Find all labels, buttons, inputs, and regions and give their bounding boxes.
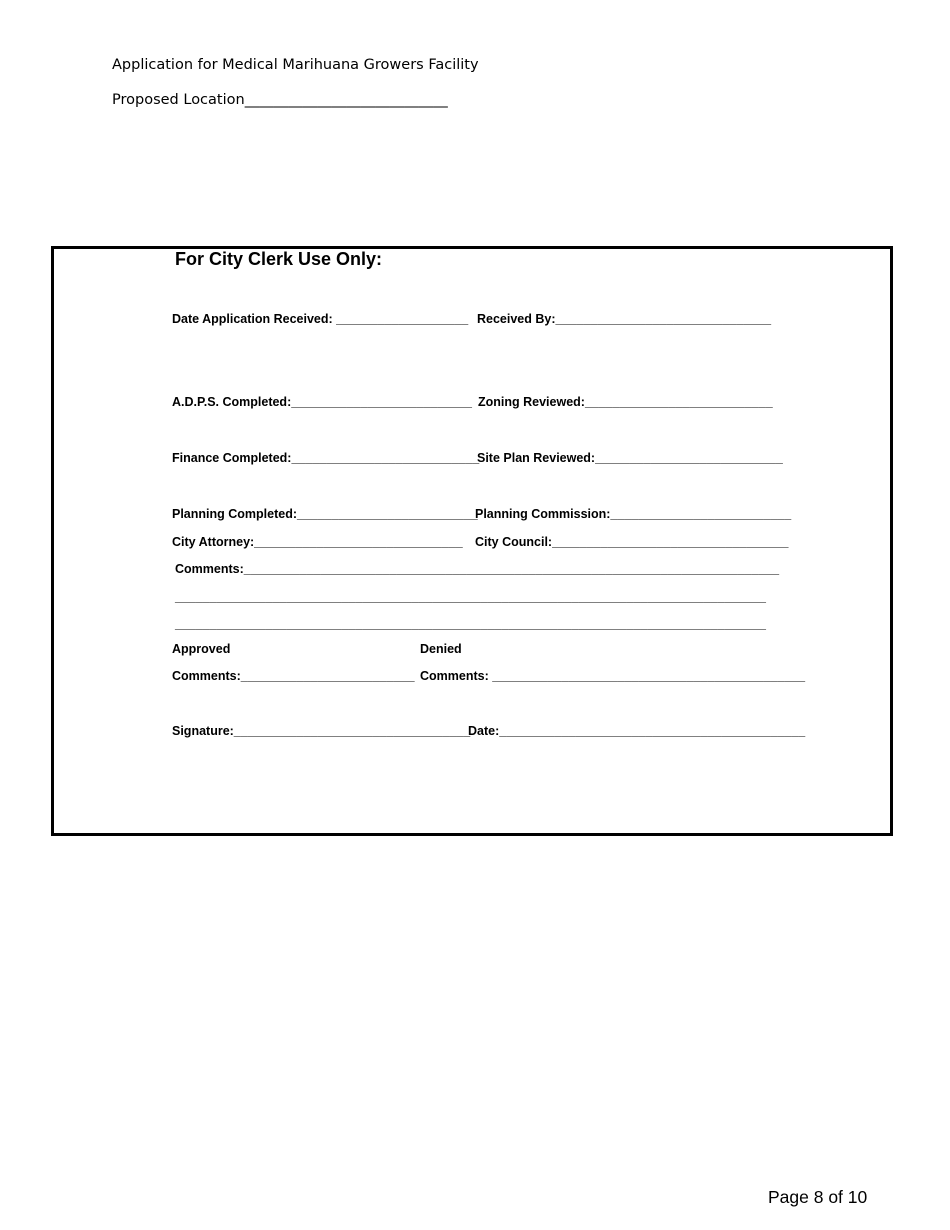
city-clerk-box-title: For City Clerk Use Only: [175,249,383,269]
zoning-reviewed-field: Zoning Reviewed:___________________________ [478,395,773,409]
comments-line: _____________________________________________________________________________________ [175,590,766,604]
comments-line: _____________________________________________________________________________________ [175,617,766,631]
date-application-received-field: Date Application Received: ___________________ [172,312,469,326]
finance-completed-field: Finance Completed:___________________________ [172,451,480,465]
denied-comments-field: Comments: _____________________________________________ [420,669,806,683]
proposed-location-field: Proposed Location____________________________ [112,92,448,108]
received-by-field: Received By:_______________________________ [477,312,772,326]
date-field: Date:____________________________________________ [468,724,806,738]
adps-completed-field: A.D.P.S. Completed:__________________________ [172,395,472,409]
signature-field: Signature:__________________________________ [172,724,471,738]
approved-comments-field: Comments:_________________________ [172,669,415,683]
page-number: Page 8 of 10 [768,1187,868,1207]
denied-label: Denied [420,642,462,656]
city-council-field: City Council:__________________________________ [475,535,789,549]
planning-completed-field: Planning Completed:__________________________ [172,507,478,521]
document-title: Application for Medical Marihuana Growers Facility [112,57,479,73]
site-plan-reviewed-field: Site Plan Reviewed:___________________________ [477,451,783,465]
comments-field: Comments:_____________________________________________________________________________ [175,562,780,576]
approved-label: Approved [172,642,231,656]
city-attorney-field: City Attorney:______________________________ [172,535,463,549]
planning-commission-field: Planning Commission:__________________________ [475,507,792,521]
